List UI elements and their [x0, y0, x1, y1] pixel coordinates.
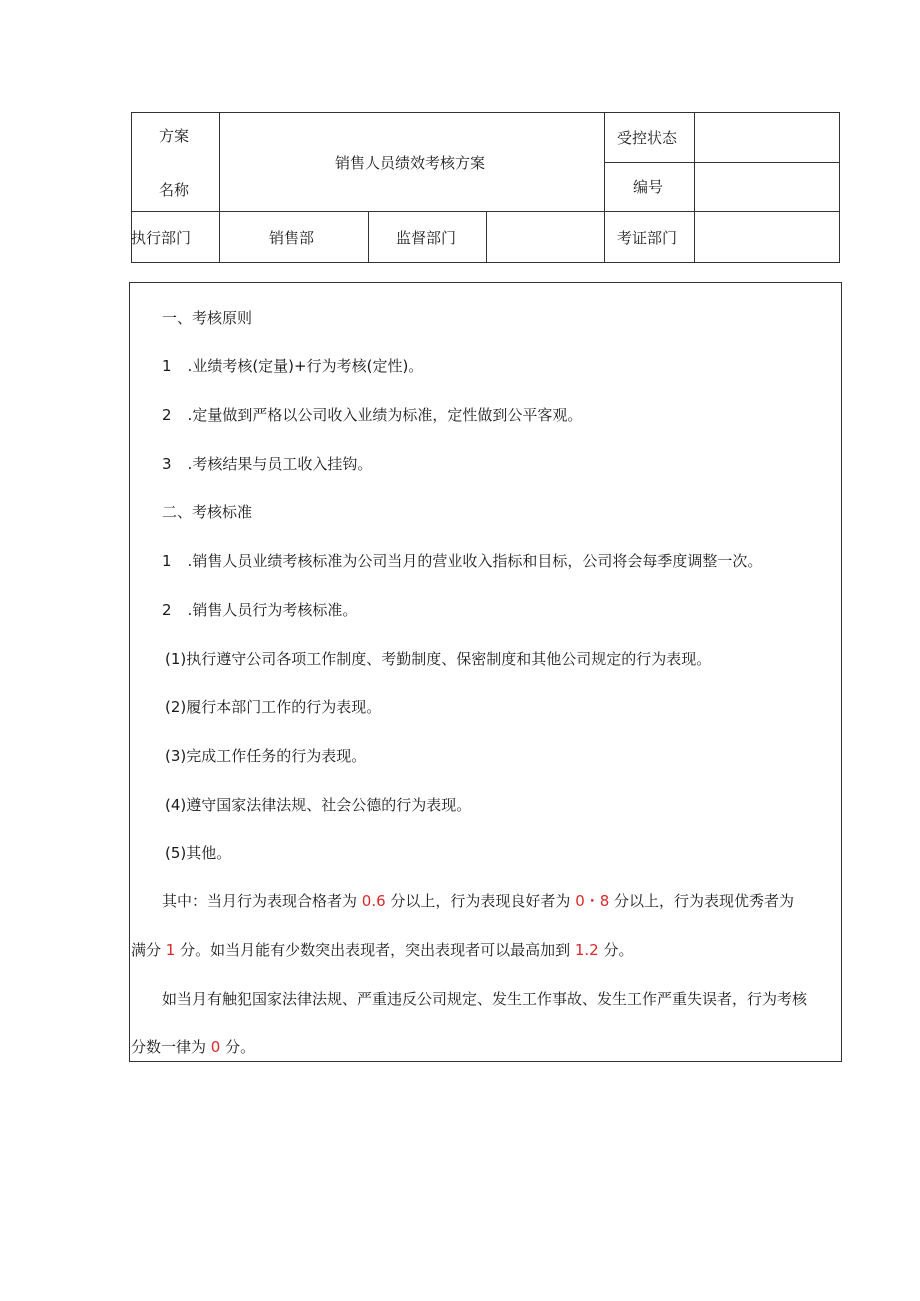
- s2-item-2: [162, 599, 357, 621]
- s1-item-3-text: .考核结果与员工收入挂钩。: [187, 455, 373, 473]
- para2-text-c: 分。: [220, 1038, 256, 1056]
- number-value-cell[interactable]: [694, 162, 840, 212]
- sub-item-3: (3)完成工作任务的行为表现。: [165, 747, 367, 765]
- exec-dept-value: 销售部: [269, 229, 315, 247]
- s1-item-2: [162, 404, 582, 426]
- s2-item-1-num: 1: [162, 552, 172, 570]
- controlled-status-label: 受控状态: [617, 129, 678, 147]
- section2-title: 二、考核标准: [162, 503, 253, 521]
- sub-item-1: (1)执行遵守公司各项工作制度、考勤制度、保密制度和其他公司规定的行为表现。: [165, 650, 712, 668]
- para2-line2: [131, 1036, 255, 1058]
- para1-text-d: 满分: [131, 941, 166, 959]
- para1-text-b: 分以上，行为表现良好者为: [385, 892, 576, 910]
- s2-item-1-text: .销售人员业绩考核标准为公司当月的营业收入指标和目标，公司将会每季度调整一次。: [187, 552, 763, 570]
- number-label: 编号: [633, 178, 664, 196]
- s2-item-2-num: 2: [162, 601, 172, 619]
- score-qualified: 0.6: [361, 892, 386, 910]
- para1-line2: [131, 939, 634, 961]
- scheme-label-line1: 方案: [159, 127, 190, 145]
- supervise-dept-label: 监督部门: [396, 229, 457, 247]
- para1-text-a: 其中：当月行为表现合格者为: [162, 892, 362, 910]
- s2-item-2-text: .销售人员行为考核标准。: [187, 601, 358, 619]
- sub-item-5: (5)其他。: [165, 844, 232, 862]
- section1-title: 一、考核原则: [162, 309, 253, 327]
- s2-item-1: [162, 550, 762, 572]
- controlled-status-value-cell[interactable]: [694, 112, 840, 163]
- supervise-dept-value-cell[interactable]: [486, 211, 605, 263]
- para1-text-c: 分以上，行为表现优秀者为: [609, 892, 795, 910]
- score-good: 0・8: [575, 892, 610, 910]
- para1-text-f: 分。: [598, 941, 634, 959]
- sub-item-2: (2)履行本部门工作的行为表现。: [165, 698, 382, 716]
- s1-item-1-text: .业绩考核(定量)+行为考核(定性)。: [187, 357, 424, 375]
- exec-dept-label: 执行部门: [131, 229, 192, 247]
- para1-line1: [162, 890, 794, 912]
- score-zero: 0: [210, 1038, 221, 1056]
- s1-item-1-num: 1: [162, 357, 172, 375]
- verify-dept-value-cell[interactable]: [694, 211, 840, 263]
- score-excellent: 1: [165, 941, 176, 959]
- verify-dept-label: 考证部门: [617, 229, 678, 247]
- s1-item-2-text: .定量做到严格以公司收入业绩为标准，定性做到公平客观。: [187, 406, 583, 424]
- s1-item-3-num: 3: [162, 455, 172, 473]
- para2-line1: 如当月有触犯国家法律法规、严重违反公司规定、发生工作事故、发生工作严重失误者，行为考核: [162, 990, 808, 1008]
- scheme-label-line2: 名称: [159, 181, 190, 199]
- s1-item-3: [162, 453, 372, 475]
- s1-item-1: [162, 355, 423, 377]
- scheme-name: 销售人员绩效考核方案: [335, 154, 486, 172]
- para2-text-b: 分数一律为: [131, 1038, 211, 1056]
- score-max-bonus: 1.2: [574, 941, 599, 959]
- sub-item-4: (4)遵守国家法律法规、社会公德的行为表现。: [165, 796, 472, 814]
- s1-item-2-num: 2: [162, 406, 172, 424]
- para1-text-e: 分。如当月能有少数突出表现者，突出表现者可以最高加到: [175, 941, 575, 959]
